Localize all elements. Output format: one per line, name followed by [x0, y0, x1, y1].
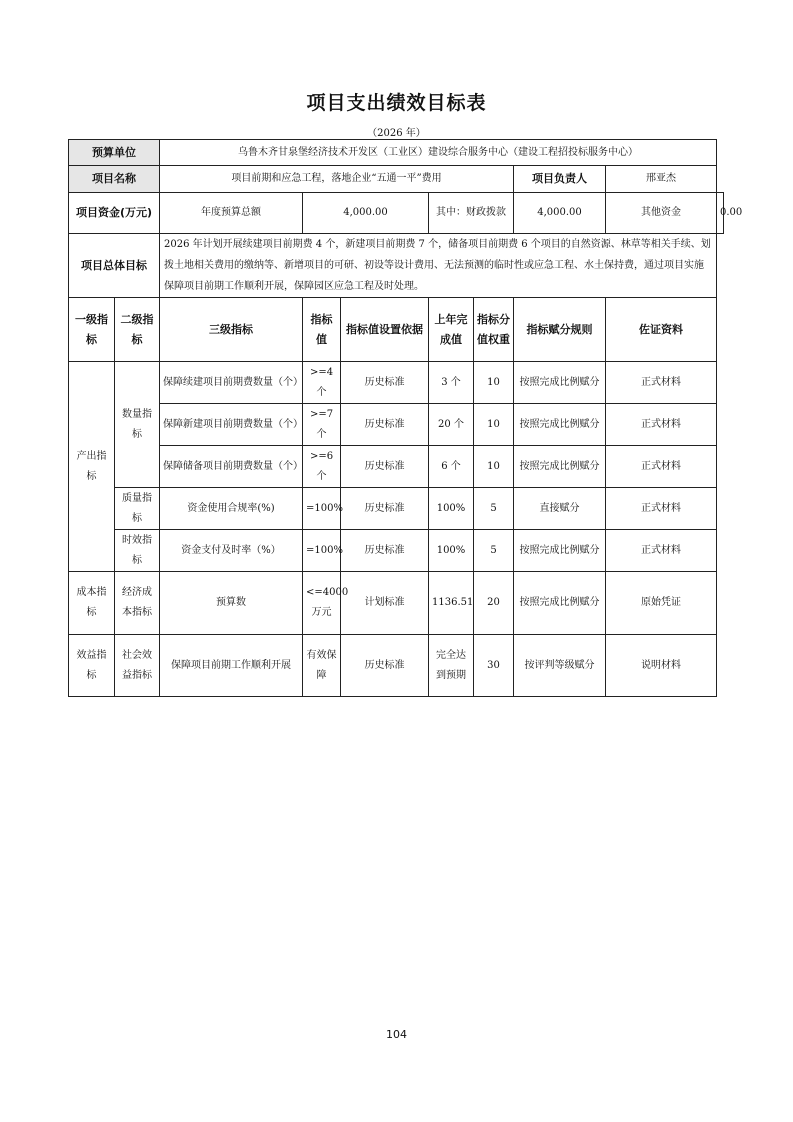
scoring-rule: 按照完成比例赋分	[514, 362, 606, 404]
level2-economic: 经济成本指标	[115, 572, 160, 635]
indicator-value: >=7个	[303, 404, 341, 446]
annual-value: 4,000.00	[303, 193, 429, 234]
other-value: 0.00	[717, 193, 724, 234]
level2-quantity: 数量指标	[115, 362, 160, 488]
evidence: 正式材料	[606, 530, 717, 572]
project-value: 项目前期和应急工程，落地企业“五通一平”费用	[160, 166, 514, 193]
goal-text: 2026 年计划开展续建项目前期费 4 个，新建项目前期费 7 个，储备项目前期费 6 个项目的自然资源、林草等相关手续、划拨土地相关费用的缴纳等、新增项目的可研、初设等设计费用、无法预测的临时性或应急工程、水土保持费，通过项目实施保障项目前期工作顺利开展，保障园区应急工程及时处理。	[160, 234, 717, 298]
table-row	[69, 572, 724, 635]
indicator: 保障储备项目前期费数量（个）	[160, 446, 303, 488]
header-evidence: 佐证资料	[606, 298, 717, 362]
page-number: 104	[386, 1028, 407, 1041]
indicator-value: >=4个	[303, 362, 341, 404]
evidence: 正式材料	[606, 446, 717, 488]
evidence: 说明材料	[606, 635, 717, 697]
unit-label: 预算单位	[69, 140, 160, 166]
indicator-basis: 历史标准	[341, 404, 429, 446]
weight: 5	[474, 530, 514, 572]
leader-value: 邢亚杰	[606, 166, 717, 193]
table-row	[69, 488, 724, 530]
header-rule: 指标赋分规则	[514, 298, 606, 362]
header-value: 指标值	[303, 298, 341, 362]
indicator: 保障新建项目前期费数量（个）	[160, 404, 303, 446]
level2-timeliness: 时效指标	[115, 530, 160, 572]
fiscal-value: 4,000.00	[514, 193, 606, 234]
performance-table	[68, 139, 743, 697]
weight: 10	[474, 446, 514, 488]
scoring-rule: 按照完成比例赋分	[514, 446, 606, 488]
weight: 10	[474, 404, 514, 446]
last-year-value: 20 个	[429, 404, 474, 446]
scoring-rule: 按照完成比例赋分	[514, 404, 606, 446]
indicator: 保障项目前期工作顺利开展	[160, 635, 303, 697]
last-year-value: 3 个	[429, 362, 474, 404]
evidence: 正式材料	[606, 404, 717, 446]
level1-cost: 成本指标	[69, 572, 115, 635]
header-weight: 指标分值权重	[474, 298, 514, 362]
indicator: 资金支付及时率（%）	[160, 530, 303, 572]
evidence: 正式材料	[606, 362, 717, 404]
indicator-basis: 历史标准	[341, 635, 429, 697]
header-last: 上年完成值	[429, 298, 474, 362]
weight: 5	[474, 488, 514, 530]
scoring-rule: 按照完成比例赋分	[514, 530, 606, 572]
indicator: 资金使用合规率(%)	[160, 488, 303, 530]
table-row	[69, 635, 724, 697]
table-row	[69, 446, 724, 488]
table-row	[69, 404, 724, 446]
last-year-value: 6 个	[429, 446, 474, 488]
table-row	[69, 362, 724, 404]
indicator-value: >=6个	[303, 446, 341, 488]
last-year-value: 完全达到预期	[429, 635, 474, 697]
indicator-basis: 历史标准	[341, 488, 429, 530]
scoring-rule: 按评判等级赋分	[514, 635, 606, 697]
indicator-basis: 历史标准	[341, 362, 429, 404]
weight: 20	[474, 572, 514, 635]
indicator-value: =100%	[303, 530, 341, 572]
header-basis: 指标值设置依据	[341, 298, 429, 362]
unit-value: 乌鲁木齐甘泉堡经济技术开发区（工业区）建设综合服务中心（建设工程招投标服务中心）	[160, 140, 717, 166]
evidence: 原始凭证	[606, 572, 717, 635]
weight: 10	[474, 362, 514, 404]
annual-label: 年度预算总额	[160, 193, 303, 234]
fiscal-label: 其中：财政拨款	[429, 193, 514, 234]
level1-benefit: 效益指标	[69, 635, 115, 697]
goal-label: 项目总体目标	[69, 234, 160, 298]
last-year-value: 100%	[429, 488, 474, 530]
indicator-basis: 历史标准	[341, 446, 429, 488]
leader-label: 项目负责人	[514, 166, 606, 193]
indicator-value: 有效保障	[303, 635, 341, 697]
other-label: 其他资金	[606, 193, 717, 234]
year-label: （2026 年）	[367, 128, 426, 139]
project-label: 项目名称	[69, 166, 160, 193]
indicator-value: <=4000万元	[303, 572, 341, 635]
scoring-rule: 按照完成比例赋分	[514, 572, 606, 635]
last-year-value: 100%	[429, 530, 474, 572]
table-row	[69, 530, 724, 572]
indicator-basis: 计划标准	[341, 572, 429, 635]
indicator-value: =100%	[303, 488, 341, 530]
indicator: 保障续建项目前期费数量（个）	[160, 362, 303, 404]
header-level2: 二级指标	[115, 298, 160, 362]
level1-output: 产出指标	[69, 362, 115, 572]
level2-quality: 质量指标	[115, 488, 160, 530]
scoring-rule: 直接赋分	[514, 488, 606, 530]
funds-label: 项目资金(万元)	[69, 193, 160, 234]
weight: 30	[474, 635, 514, 697]
header-level1: 一级指标	[69, 298, 115, 362]
page-title: 项目支出绩效目标表	[306, 92, 487, 114]
indicator: 预算数	[160, 572, 303, 635]
header-level3: 三级指标	[160, 298, 303, 362]
evidence: 正式材料	[606, 488, 717, 530]
last-year-value: 1136.51	[429, 572, 474, 635]
level2-social: 社会效益指标	[115, 635, 160, 697]
indicator-basis: 历史标准	[341, 530, 429, 572]
